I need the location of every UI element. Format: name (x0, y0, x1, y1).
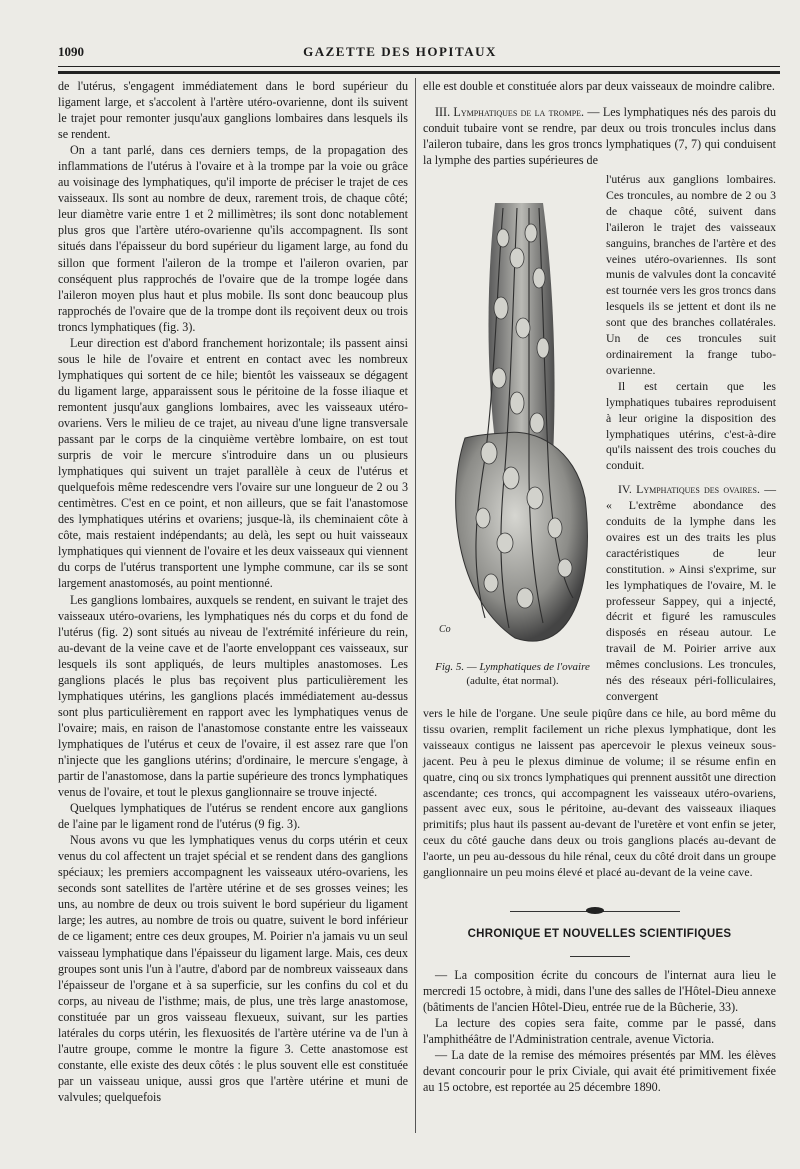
paragraph: Il est certain que les lymphatiques tubaires reproduisent à leur origine la disposition des lymphatiques utérins, c'est-à-dire qu'ils naissent des trois couches du conduit. (606, 378, 776, 473)
journal-title: GAZETTE DES HOPITAUX (303, 44, 497, 59)
paragraph: Les ganglions lombaires, auxquels se rendent, en suivant le trajet des vaisseaux utéro-ovariens, les lymphatiques nés du corps et du fond de l'utérus (fig. 2) sont situés au niveau de l'extrémité inférieure du rein, au-devant de la veine cave et de l'aorte enveloppant ces vaisseaux, sur lesquels ils sont appliqués, de leurs multiples anastomoses. Les ganglions placés le plus bas reçoivent plus particulièrement les lymphatiques utérins, les ganglions placés immédiatement au-dessus sont plus particulièrement en rapport avec les lymphatiques venus de l'ovaire; mais, en raison de l'anastomose constante entre les vaisseaux lymphatiques de l'utérus et ceux de l'ovaire, il est assez rare que l'on n'injecte que les ganglions utérins; d'ordinaire, le mercure s'engage, à partir de l'anastomose, dans la partie supérieure des troncs lymphatiques venus de l'ovaire, et tout le plexus ganglionnaire se trouve injecté. (58, 592, 408, 800)
paragraph: On a tant parlé, dans ces derniers temps, de la propagation des inflammations de l'utérus à l'ovaire et à la trompe par la voie ou grâce au voisinage des lymphatiques, qu'il importe de préciser le trajet de ces vaisseaux. Ils sont au nombre de deux, rarement trois, de chaque côté; leur diamètre varie entre 1 et 2 millimètres; ils sont donc notablement plus gros que l'artère utéro-ovarienne qu'ils accompagnent. Ils sont situés dans l'épaisseur du bord supérieur du ligament large, au fond du sillon que forment l'aileron de la trompe et l'aileron ovarien, par conséquent plus rapprochés de l'ovaire que de la trompe logée dans l'aileron moyen plus haut et plus mobile. Ils sont donc beaucoup plus rapprochés de l'ovaire que de la trompe dont ils reçoivent deux ou trois troncs lymphatiques (fig. 3). (58, 143, 408, 334)
paragraph: — La composition écrite du concours de l'internat aura lieu le mercredi 15 octobre, à midi, dans l'une des salles de l'Hôtel-Dieu annexe (bâtiments de l'ancien Hôtel-Dieu, entrée rue de la Bûcherie, 33). (423, 968, 776, 1015)
column-divider (415, 78, 416, 1133)
section-text-trompe: — Les lymphatiques nés des parois du conduit tubaire vont se rendre, par deux ou trois troncules inclus dans l'aileron tubaire, dans les gros troncs lymphatiques (7, 7) qui conduisent la lymphe des parties supérieures de (423, 105, 776, 168)
figure-label: Co (439, 624, 451, 635)
figure-lymphatics-ovary (425, 198, 600, 658)
chronique-rule (570, 956, 630, 957)
right-lower-column (423, 706, 776, 881)
paragraph: — La date de la remise des mémoires présentés par MM. les élèves devant concourir pour le prix Civiale, qui avait été primitivement fixée au 15 octobre, est reportée au 25 décembre 1890. (423, 1048, 776, 1095)
left-column (58, 78, 408, 1105)
illustration (425, 198, 600, 658)
paragraph: vers le hile de l'organe. Une seule piqûre dans ce hile, au bord même du tissu ovarien, remplit facilement un riche plexus lymphatique, dont les vaisseaux contigus ne laissent pas apercevoir le plexus veineux sous-jacent. Peu à peu le plexus diminue de volume; il se résume enfin en quatre, cinq ou six troncs lymphatiques qui prennent aussitôt une direction ascendante; ces troncs, qui accompagnent les vaisseaux utéro-ovariens, passent avec eux, sous le péritoine, au-devant des vaisseaux iliaques primitifs; plus haut ils passent au-devant de l'uretère et vont enfin se jeter, ceux du côté gauche dans deux ou trois ganglions placés au-devant de l'aorte, un peu au-dessous du hile rénal, ceux du côté droit dans un groupe ganglionnaire un peu moins élevé et placé au-devant de la veine cave. (423, 706, 776, 880)
chronique-column (423, 967, 776, 1095)
right-top-column (423, 78, 776, 168)
paragraph: elle est double et constituée alors par deux vaisseaux de moindre calibre. (423, 79, 775, 93)
section-text-ovaires: — « L'extrême abondance des conduits de la lymphe dans les ovaires est un des traits les plus caractéristiques de leur constitution. » Ainsi s'exprime, sur les lymphatiques de l'ovaire, M. le professeur Sappey, qui a injecté, décrit et figuré les ramuscules disposés en réseau autour. Le travail de M. Poirier arrive aux mêmes conclusions. Les troncules, nés des réseaux péri-folliculaires, convergent (606, 482, 777, 703)
caption-line: (adulte, état normal). (466, 675, 559, 687)
chronique-title: CHRONIQUE ET NOUVELLES SCIENTIFIQUES (467, 928, 732, 940)
caption-line: Fig. 5. — Lymphatiques de l'ovaire (435, 661, 590, 673)
page-number: 1090 (58, 44, 84, 59)
paragraph: Nous avons vu que les lymphatiques venus du corps utérin et ceux venus du col affectent un trajet spécial et se rendent dans des ganglions spéciaux; les premiers accompagnent les vaisseaux utéro-ovariens, les seconds sont satellites de l'artère utérine et de ses grosses veines; les uns, au nombre de deux ou trois suivent le bord supérieur du ligament large; les autres, au nombre de trois ou quatre, suivent le bord inférieur de ce ligament; entre ces deux groupes, M. Poirier n'a jamais vu un seul vaisseau lymphatique dans l'épaisseur du ligament large. Mais, ces deux groupes sont unis l'un à l'autre, d'abord par de nombreux vaisseaux dans l'épaisseur de l'organe et à sa superficie, sur les confins du col et du corps, au niveau de l'isthme; mais, de plus, une très large anastomose, constituée par un gros vaisseau flexueux, suivant, sur les parties latérales du corps utérin, les flexuosités de l'artère utérine va de l'un à l'autre groupe, comme le montre la figure 3. Cette anastomose est constante, elle existe des deux côtés : le plus souvent elle est constituée par un vaisseau unique, aussi gros que l'artère utérine et muni de valvules; quelquefois (58, 833, 408, 1104)
header-rule-thick (58, 71, 780, 74)
figure-caption (420, 660, 605, 688)
paragraph: l'utérus aux ganglions lombaires. Ces troncules, au nombre de 2 ou 3 de chaque côté, suivent dans l'aileron le trajet des vaisseaux sanguins, branches de l'artère et des veines utéro-ovariennes. Ils sont munis de valvules dont la concavité est tournée vers les gros troncs dans lesquels ils se jettent et dont ils ne sont que des branches collatérales. Un de ces troncules suit ordinairement la frange tubo-ovarienne. (606, 172, 776, 377)
header-rule-thin (58, 66, 780, 67)
paragraph: Quelques lymphatiques de l'utérus se rendent encore aux ganglions de l'aine par le ligament rond de l'utérus (9 fig. 3). (58, 801, 408, 832)
right-mid-column (606, 172, 776, 705)
separator-ornament (586, 907, 604, 914)
section-heading-trompe: III. Lymphatiques de la trompe. (435, 105, 585, 120)
paragraph: de l'utérus, s'engagent immédiatement dans le bord supérieur du ligament large, et s'accolent à l'artère utéro-ovarienne, dont ils suivent le trajet pour remonter jusqu'aux ganglions lombaires dans lesquels ils se rendent. (58, 79, 408, 142)
paragraph: Leur direction est d'abord franchement horizontale; ils passent ainsi sous le hile de l'ovaire et entrent en contact avec les nombreux lymphatiques qui sortent de ce hile; bientôt les vaisseaux se dégagent du ligament large, apparaissent sous le péritoine de la fosse iliaque et remontent jusqu'aux ganglions lombaires, avec les vaisseaux utéro-ovariens. Vers le milieu de ce trajet, au niveau d'une ligne transversale passant par le corps de la cinquième vertèbre lombaire, on est tout surpris de voir le mercure s'introduire dans un ou plusieurs lymphatiques qui suivent un trajet parallèle à ceux de l'utérus et quelquefois même redescendre vers l'ovaire sur une longueur de 2 ou 3 centimètres. C'est en ce point, et non ailleurs, que se fait l'anastomose des lymphatiques utérins et ovariens; jusque-là, ils cheminaient côte à côte, mais restaient indépendants; au delà, les sept ou huit vaisseaux lymphatiques qui viennent de l'ovaire et les deux vaisseaux qui viennent du corps de l'utérus transportent une lymphe commune, car ils se sont largement anastomosés, au point mentionné. (58, 335, 408, 591)
section-heading-ovaires: IV. Lymphatiques des ovaires. (618, 482, 760, 497)
paragraph: La lecture des copies sera faite, comme par le passé, dans l'amphithéâtre de l'Administration centrale, avenue Victoria. (423, 1016, 776, 1047)
